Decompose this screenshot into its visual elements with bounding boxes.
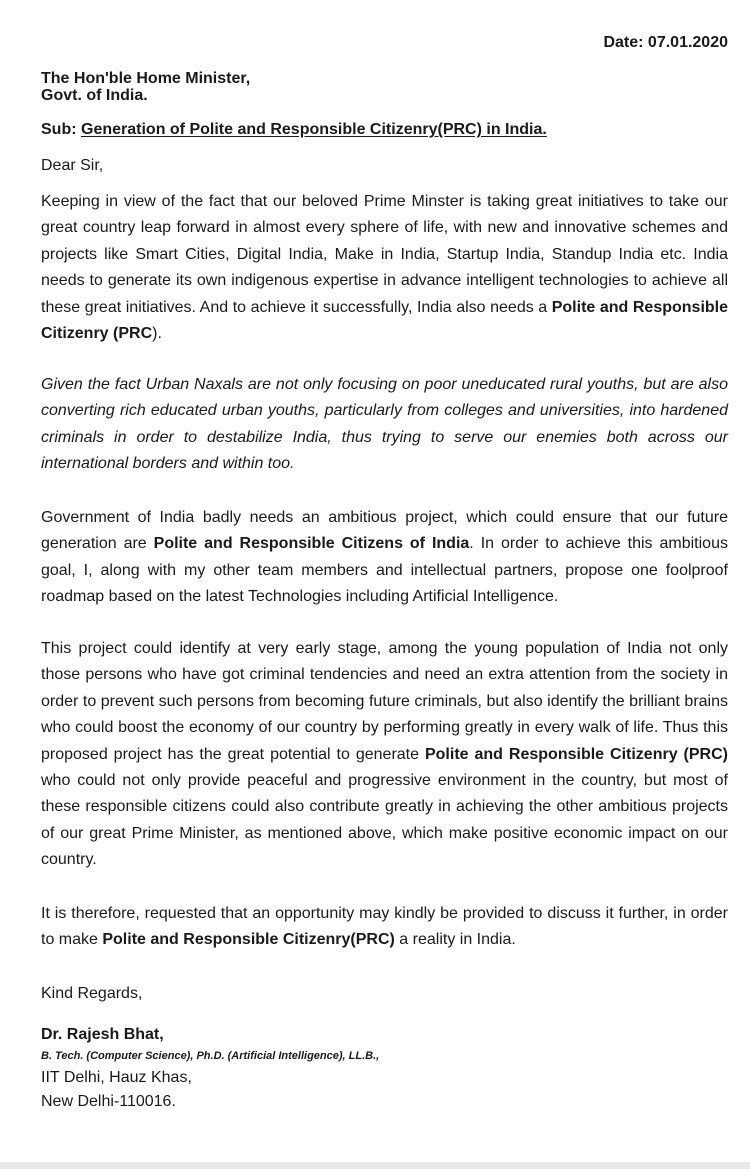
paragraph-1-end: ). <box>152 325 162 343</box>
paragraph-3 <box>41 505 728 611</box>
paragraph-4-bold: Polite and Responsible Citizenry (PRC) <box>424 745 728 763</box>
address-line-1: IIT Delhi, Hauz Khas, <box>41 1069 192 1086</box>
paragraph-3-end: . In order to achieve this ambitious goal, I, along with my other team members and intellectual partners, propose one foolproof roadmap based on the latest Technologies including Artificial Intelligence. <box>41 535 728 606</box>
letter-date: Date: 07.01.2020 <box>603 34 728 51</box>
paragraph-5-start: It is therefore, requested that an opportunity may kindly be provided to discuss it further, in order to make <box>41 905 728 949</box>
address-line-2: New Delhi-110016. <box>41 1093 176 1110</box>
paragraph-4 <box>41 636 728 874</box>
paragraph-4-start: This project could identify at very early stage, among the young population of India not only those persons who have got criminal tendencies and need an extra attention from the society in order to prevent such persons from becoming future criminals, but also identify the brilliant brains who could boost the economy of our country by performing greatly in every walk of life. Thus this proposed project has the great potential to generate <box>41 640 728 763</box>
addressee-block <box>41 70 250 104</box>
subject-text: Generation of Polite and Responsible Citizenry(PRC) in India. <box>81 121 547 138</box>
paragraph-3-start: Government of India badly needs an ambitious project, which could ensure that our future generation are <box>41 509 728 553</box>
paragraph-5-end: a reality in India. <box>394 931 516 949</box>
salutation: Dear Sir, <box>41 157 104 174</box>
paragraph-1-text: Keeping in view of the fact that our beloved Prime Minster is taking great initiatives to take our great country leap forward in almost every sphere of life, with new and innovative schemes and projects like Smart Cities, Digital India, Make in India, Startup India, Standup India etc. India needs to generate its own indigenous expertise in advance intelligent technologies to achieve all these great initiatives. And to achieve it successfully, India also needs a <box>41 193 728 316</box>
paragraph-1 <box>41 189 728 347</box>
signatory-qualifications: B. Tech. (Computer Science), Ph.D. (Artificial Intelligence), LL.B., <box>41 1050 380 1062</box>
addressee-line-2: Govt. of India. <box>41 87 148 104</box>
signatory-name: Dr. Rajesh Bhat, <box>41 1026 164 1043</box>
signature-block <box>41 1024 379 1114</box>
addressee-line-1: The Hon'ble Home Minister, <box>41 70 251 87</box>
paragraph-3-bold: Polite and Responsible Citizens of India <box>153 535 470 553</box>
subject-prefix: Sub: <box>41 121 77 138</box>
paragraph-2: Given the fact Urban Naxals are not only focusing on poor uneducated rural youths, but are also converting rich educated urban youths, particularly from colleges and universities, into hardened criminals in order to destabilize India, thus trying to serve our enemies both across our international borders and within too. <box>41 376 728 473</box>
paragraph-5 <box>41 901 728 954</box>
page-bottom-edge <box>0 1162 750 1169</box>
paragraph-5-bold: Polite and Responsible Citizenry(PRC) <box>102 931 395 949</box>
paragraph-4-end: who could not only provide peaceful and progressive environment in the country, but most of these responsible citizens could also contribute greatly in achieving the other ambitious projects of our great Prime Minister, as mentioned above, which make positive economic impact on our country. <box>41 772 728 869</box>
subject-line <box>41 121 547 139</box>
paragraph-1-bold: Polite and Responsible Citizenry (PRC <box>41 298 728 343</box>
closing: Kind Regards, <box>41 985 143 1002</box>
